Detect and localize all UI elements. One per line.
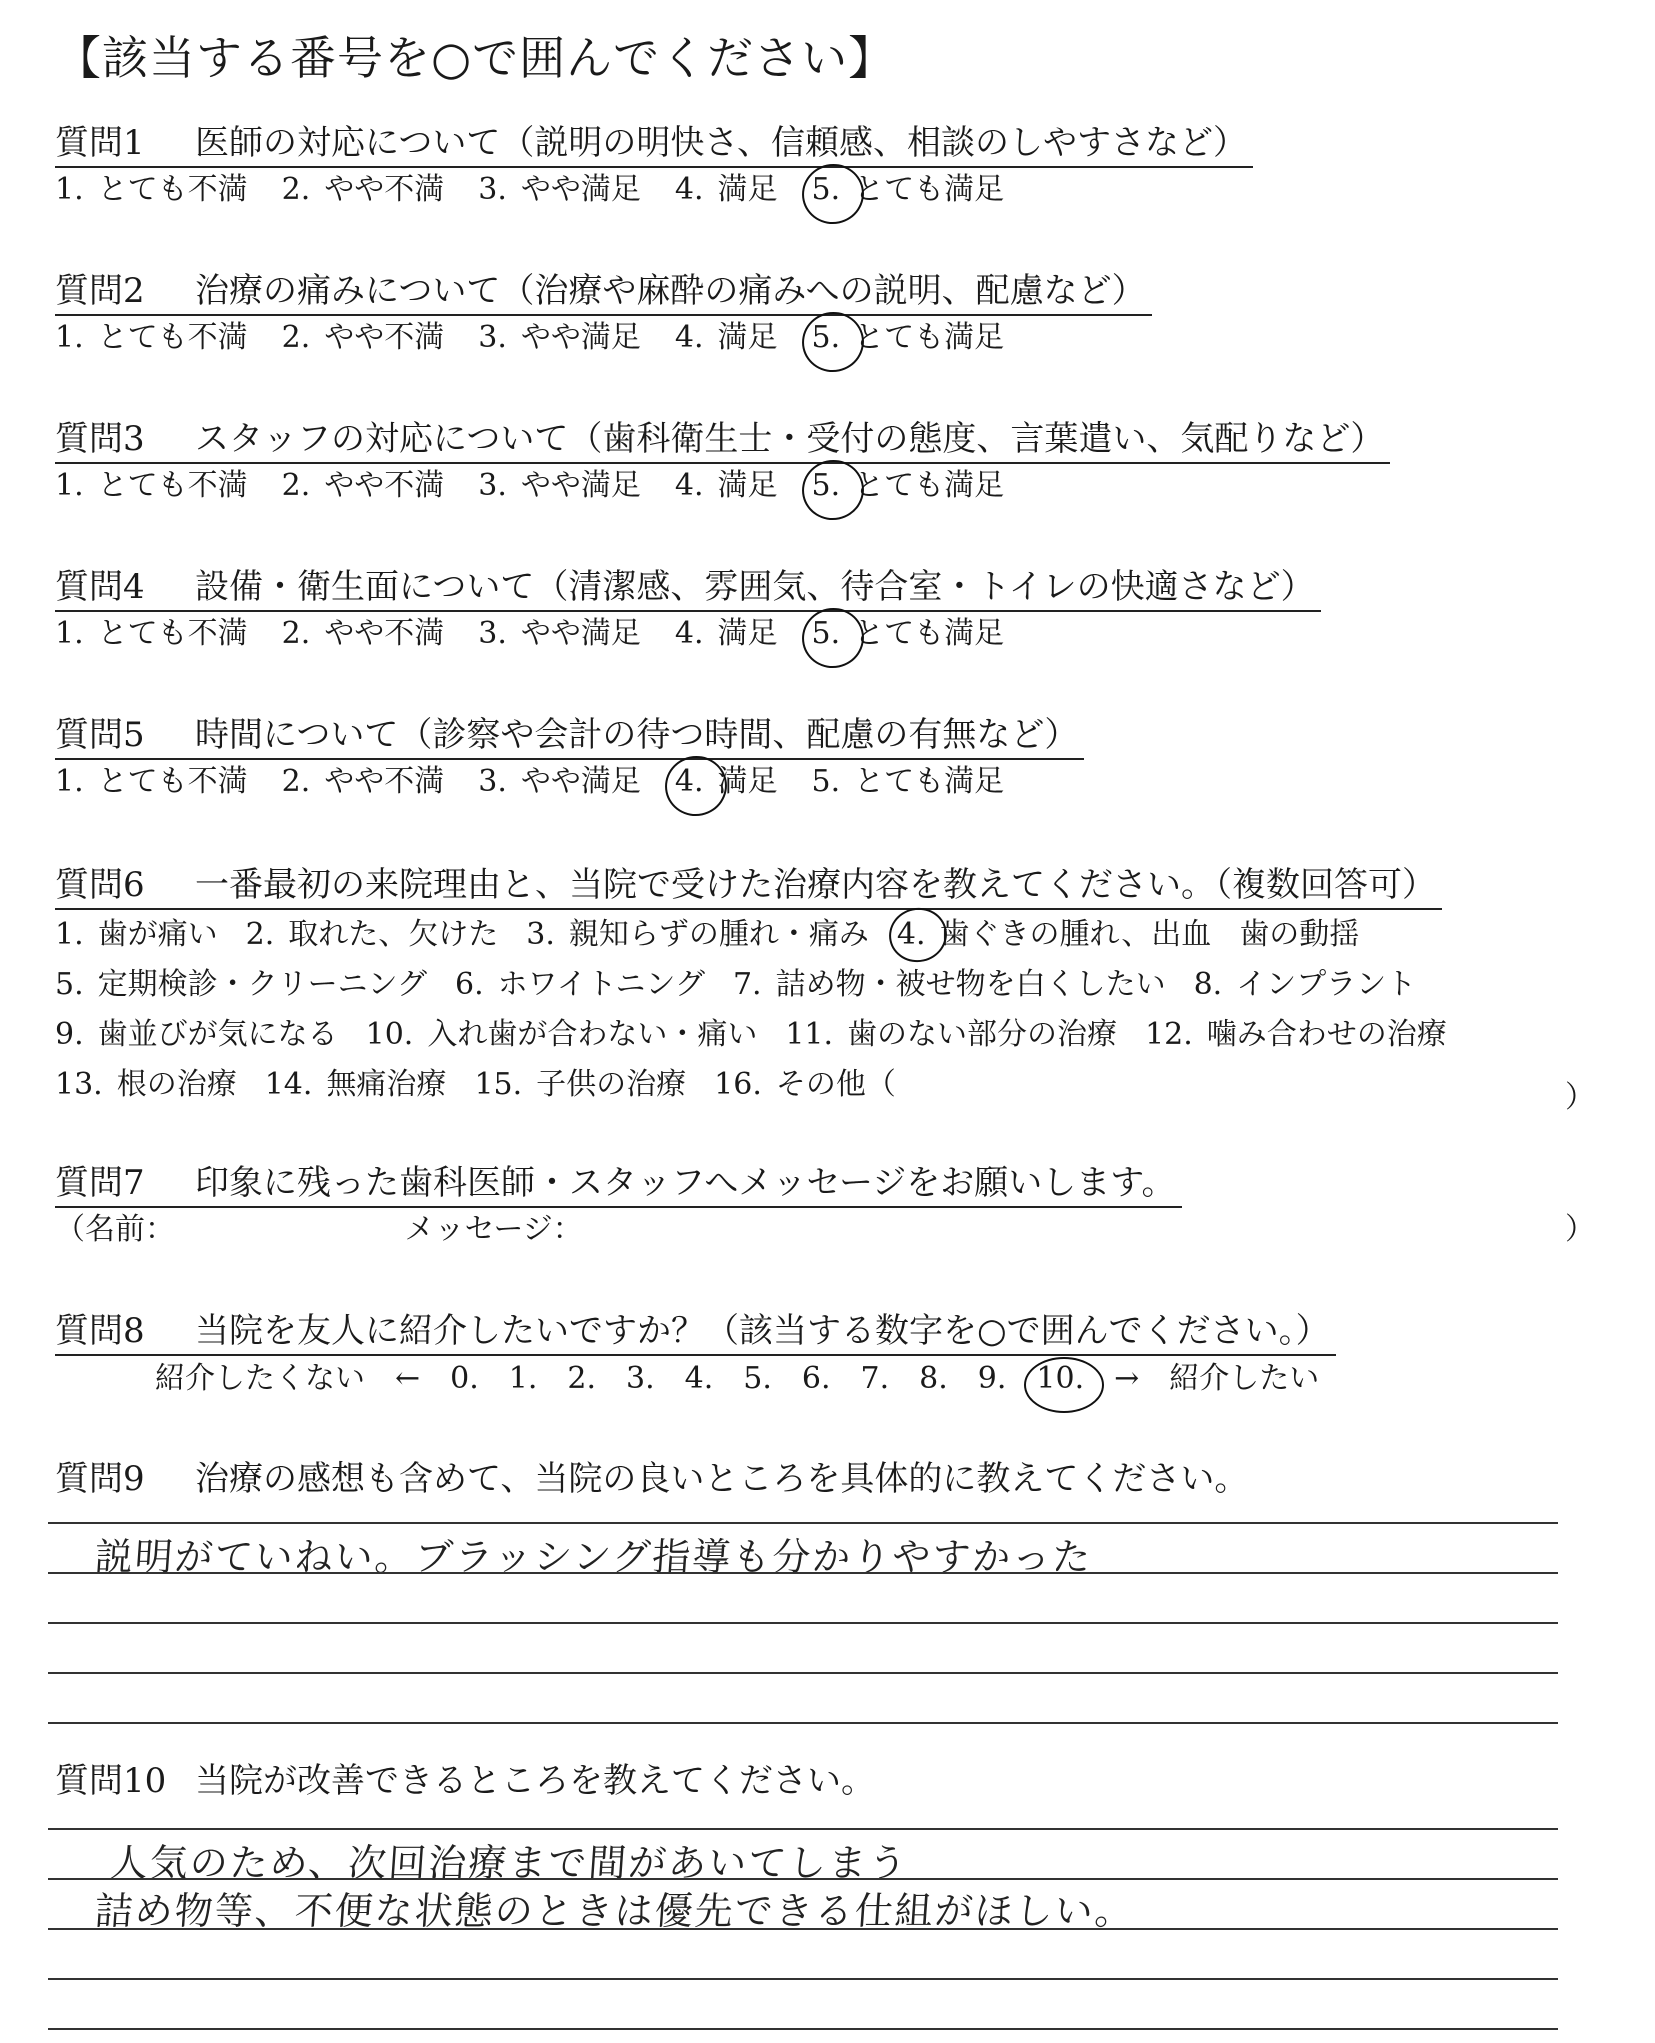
close-paren: ） [1565, 1212, 1595, 1247]
reason-option[interactable] [1194, 960, 1417, 1010]
option-label: 満足 [717, 616, 778, 651]
question-10 [55, 1758, 1595, 1804]
option-number: 5. [811, 764, 841, 799]
rating-option-3[interactable] [478, 464, 641, 508]
option-number: 2. [281, 468, 311, 503]
option-number: 15. [474, 1067, 523, 1102]
option-label: 満足 [717, 468, 778, 503]
option-number: 1. [55, 616, 84, 651]
option-number: 14. [264, 1067, 313, 1102]
reason-option[interactable] [1239, 910, 1359, 960]
option-row [55, 1010, 1595, 1060]
rating-option-1[interactable] [55, 760, 248, 804]
scale-option[interactable]: 0. [450, 1361, 479, 1396]
option-number: 2. [281, 320, 311, 355]
option-number: 2. [245, 917, 275, 952]
question-number: 質問2 [55, 271, 145, 311]
question-2 [55, 268, 1595, 360]
option-label: とても不満 [97, 616, 248, 651]
question-text: 印象に残った歯科医師・スタッフへメッセージをお願いします。 [195, 1163, 1176, 1203]
scale-option[interactable]: 6. [801, 1361, 831, 1396]
rating-option-4[interactable] [675, 464, 778, 508]
question-text: 当院を友人に紹介したいですか？（該当する数字を○で囲んでください。） [195, 1311, 1330, 1351]
reason-option[interactable] [55, 1010, 338, 1060]
option-row [55, 910, 1595, 960]
rating-option-3[interactable] [478, 612, 641, 656]
question-number: 質問5 [55, 715, 145, 755]
scale-right-label: 紹介したい [1169, 1361, 1320, 1396]
option-number: 1. [55, 917, 84, 952]
option-label: とても満足 [854, 616, 1005, 651]
rating-option-2[interactable] [282, 316, 445, 360]
option-label: とても不満 [97, 320, 248, 355]
form-heading: 【該当する番号を○で囲んでください】 [55, 31, 896, 85]
answer-line [48, 1522, 1558, 1524]
question-6-title [55, 862, 1442, 910]
reason-option[interactable] [733, 960, 1166, 1010]
scale-option[interactable]: 2. [567, 1361, 597, 1396]
question-9 [55, 1456, 1595, 1502]
option-number: 3. [478, 468, 507, 503]
option-number: 4. [674, 172, 704, 207]
question-text: スタッフの対応について（歯科衛生士・受付の態度、言葉遣い、気配りなど） [195, 419, 1385, 459]
option-number: 2. [281, 616, 311, 651]
rating-option-1[interactable] [55, 612, 248, 656]
message-label: メッセージ： [404, 1212, 583, 1247]
option-number: 4. [674, 320, 704, 355]
reason-option[interactable] [455, 960, 705, 1010]
rating-option-1[interactable] [55, 168, 248, 212]
option-number: 9. [55, 1017, 84, 1052]
question-6 [55, 862, 1595, 1115]
option-label: 子供の治療 [536, 1067, 687, 1102]
option-number: 12. [1145, 1017, 1193, 1052]
option-number: 7. [732, 967, 762, 1002]
answer-line [48, 1622, 1558, 1624]
question-number: 質問8 [55, 1311, 145, 1351]
option-label: やや満足 [520, 764, 641, 799]
right-arrow-icon: → [1114, 1361, 1140, 1396]
scale-option[interactable]: 8. [919, 1361, 948, 1396]
rating-option-2[interactable] [282, 760, 445, 804]
rating-option-5[interactable] [812, 464, 1005, 508]
rating-option-5[interactable] [812, 168, 1005, 212]
option-number: 5. [811, 172, 841, 207]
option-label: 満足 [717, 172, 778, 207]
question-number: 質問7 [55, 1163, 145, 1203]
option-label: とても満足 [854, 764, 1005, 799]
answer-line [48, 1828, 1558, 1830]
q10-handwritten-answer-line1: 人気のため、次回治療まで間があいてしまう [108, 1841, 910, 1885]
scale-option[interactable]: 10. [1036, 1361, 1085, 1396]
rating-option-2[interactable] [282, 464, 445, 508]
question-8-title [55, 1308, 1336, 1356]
rating-option-3[interactable] [478, 168, 641, 212]
rating-option-3[interactable] [478, 316, 641, 360]
option-number: 4. [674, 764, 704, 799]
rating-option-2[interactable] [282, 612, 445, 656]
rating-option-4[interactable] [675, 612, 778, 656]
option-number: 5. [55, 967, 84, 1002]
option-number: 5. [811, 320, 841, 355]
reason-option[interactable] [785, 1010, 1117, 1060]
scale-option[interactable]: 7. [860, 1361, 890, 1396]
rating-option-5[interactable] [812, 612, 1005, 656]
option-number: 13. [55, 1067, 103, 1102]
option-number: 1. [55, 172, 84, 207]
scale-left-label: 紹介したくない [155, 1361, 365, 1396]
option-number: 10. [365, 1017, 414, 1052]
question-7 [55, 1160, 1595, 1252]
option-label: やや不満 [324, 468, 445, 503]
question-5-title [55, 712, 1084, 760]
question-number: 質問9 [55, 1459, 145, 1499]
option-label: 歯の動揺 [1239, 917, 1360, 952]
scale-option[interactable]: 1. [508, 1361, 538, 1396]
option-number: 1. [55, 764, 84, 799]
option-label: 根の治療 [116, 1067, 237, 1102]
option-number: 3. [478, 320, 507, 355]
reason-option[interactable] [55, 1060, 237, 1110]
option-label: やや満足 [520, 172, 641, 207]
option-label: とても不満 [97, 468, 248, 503]
option-label: やや満足 [520, 616, 641, 651]
reason-option[interactable] [55, 910, 218, 960]
answer-line [48, 1672, 1558, 1674]
reason-option[interactable] [265, 1060, 447, 1110]
reason-option[interactable] [366, 1010, 758, 1060]
question-text: 設備・衛生面について（清潔感、雰囲気、待合室・トイレの快適さなど） [195, 567, 1315, 607]
option-number: 1. [55, 468, 84, 503]
option-label: とても満足 [854, 468, 1005, 503]
rating-option-1[interactable] [55, 464, 248, 508]
option-label: 歯並びが気になる [97, 1017, 338, 1052]
rating-options [55, 168, 1595, 212]
question-number: 質問1 [55, 123, 145, 163]
question-4-title [55, 564, 1321, 612]
option-label: やや不満 [324, 764, 445, 799]
question-text: 治療の感想も含めて、当院の良いところを具体的に教えてください。 [195, 1459, 1249, 1499]
option-label: やや不満 [324, 320, 445, 355]
question-text: 当院が改善できるところを教えてください。 [195, 1761, 875, 1801]
option-label: やや満足 [520, 320, 641, 355]
option-number: 4. [674, 468, 704, 503]
option-number: 4. [896, 917, 926, 952]
question-3 [55, 416, 1595, 508]
option-row [55, 960, 1595, 1010]
answer-line [48, 1722, 1558, 1724]
rating-options [55, 316, 1595, 360]
question-text: 時間について（診察や会計の待つ時間、配慮の有無など） [195, 715, 1079, 755]
option-label: 定期検診・クリーニング [97, 967, 428, 1002]
question-text: 医師の対応について（説明の明快さ、信頼感、相談のしやすさなど） [195, 123, 1247, 163]
option-number: 16. [714, 1067, 762, 1102]
option-label: とても不満 [97, 172, 248, 207]
question-number: 質問3 [55, 419, 145, 459]
question-6-options [55, 910, 1595, 1110]
close-paren: ） [1565, 1080, 1595, 1115]
rating-option-1[interactable] [55, 316, 248, 360]
question-8 [55, 1308, 1595, 1402]
option-label: 満足 [717, 764, 778, 799]
option-number: 3. [478, 616, 507, 651]
answer-line [48, 1928, 1558, 1930]
reason-option[interactable] [246, 910, 499, 960]
answer-line [48, 2028, 1558, 2030]
option-label: 歯のない部分の治療 [847, 1017, 1118, 1052]
option-number: 6. [455, 967, 484, 1002]
question-number: 質問10 [55, 1761, 167, 1801]
option-number: 8. [1193, 967, 1223, 1002]
question-text: 治療の痛みについて（治療や麻酔の痛みへの説明、配慮など） [195, 271, 1146, 311]
left-arrow-icon: ← [395, 1361, 421, 1396]
option-number: 11. [785, 1017, 834, 1052]
rating-option-2[interactable] [282, 168, 445, 212]
option-label: やや満足 [520, 468, 641, 503]
option-label: とても不満 [97, 764, 248, 799]
rating-option-4[interactable] [675, 760, 778, 804]
option-number: 1. [55, 320, 84, 355]
option-label: やや不満 [324, 172, 445, 207]
option-label: 親知らずの腫れ・痛み [568, 917, 869, 952]
q10-handwritten-answer-line2: 詰め物等、不便な状態のときは優先できる仕組がほしい。 [93, 1889, 1137, 1933]
rating-options [55, 760, 1595, 804]
option-label: 歯が痛い [97, 917, 218, 952]
option-number: 3. [526, 917, 555, 952]
reason-option[interactable] [474, 1060, 686, 1110]
answer-line [48, 1572, 1558, 1574]
option-label: インプラント [1236, 967, 1417, 1002]
question-1-title [55, 120, 1253, 168]
question-number: 質問6 [55, 865, 145, 905]
rating-option-5[interactable] [812, 316, 1005, 360]
question-3-title [55, 416, 1390, 464]
option-number: 3. [478, 764, 507, 799]
option-label: 噛み合わせの治療 [1206, 1017, 1447, 1052]
rating-options [55, 464, 1595, 508]
rating-options [55, 612, 1595, 656]
option-number: 5. [811, 468, 841, 503]
reason-option[interactable] [714, 1060, 896, 1110]
option-label: 満足 [717, 320, 778, 355]
question-10-title [55, 1758, 881, 1804]
scale-option[interactable]: 9. [977, 1361, 1007, 1396]
scale-option[interactable]: 3. [626, 1361, 655, 1396]
option-label: 入れ歯が合わない・痛い [427, 1017, 758, 1052]
question-4 [55, 564, 1595, 656]
question-2-title [55, 268, 1152, 316]
q9-handwritten-answer: 説明がていねい。ブラッシング指導も分かりやすかった [93, 1535, 1094, 1579]
option-label: その他（ [775, 1067, 896, 1102]
option-number: 2. [281, 764, 311, 799]
option-number: 3. [478, 172, 507, 207]
rating-option-4[interactable] [675, 316, 778, 360]
option-label: 取れた、欠けた [288, 917, 499, 952]
recommend-scale [55, 1356, 1595, 1402]
question-1 [55, 120, 1595, 212]
name-label: （名前： [55, 1212, 175, 1247]
rating-option-3[interactable] [478, 760, 641, 804]
question-number: 質問4 [55, 567, 145, 607]
reason-option[interactable] [897, 910, 1211, 960]
option-label: 無痛治療 [326, 1067, 447, 1102]
option-number: 4. [674, 616, 704, 651]
option-number: 2. [281, 172, 311, 207]
option-row [55, 1060, 1595, 1110]
option-number: 5. [811, 616, 841, 651]
answer-line [48, 1978, 1558, 1980]
reason-option[interactable] [55, 960, 427, 1010]
rating-option-4[interactable] [675, 168, 778, 212]
question-text: 一番最初の来院理由と、当院で受けた治療内容を教えてください。（複数回答可） [195, 865, 1436, 905]
question-5 [55, 712, 1595, 804]
option-label: 詰め物・被せ物を白くしたい [775, 967, 1166, 1002]
rating-option-5[interactable] [812, 760, 1005, 804]
option-label: とても満足 [854, 172, 1005, 207]
scale-option[interactable]: 4. [684, 1361, 714, 1396]
reason-option[interactable] [1145, 1010, 1447, 1060]
reason-option[interactable] [526, 910, 869, 960]
scale-option[interactable]: 5. [743, 1361, 772, 1396]
option-label: とても満足 [854, 320, 1005, 355]
question-7-title [55, 1160, 1182, 1208]
question-9-title [55, 1456, 1254, 1502]
option-label: 歯ぐきの腫れ、出血 [939, 917, 1212, 952]
option-label: やや不満 [324, 616, 445, 651]
option-label: ホワイトニング [497, 967, 705, 1002]
